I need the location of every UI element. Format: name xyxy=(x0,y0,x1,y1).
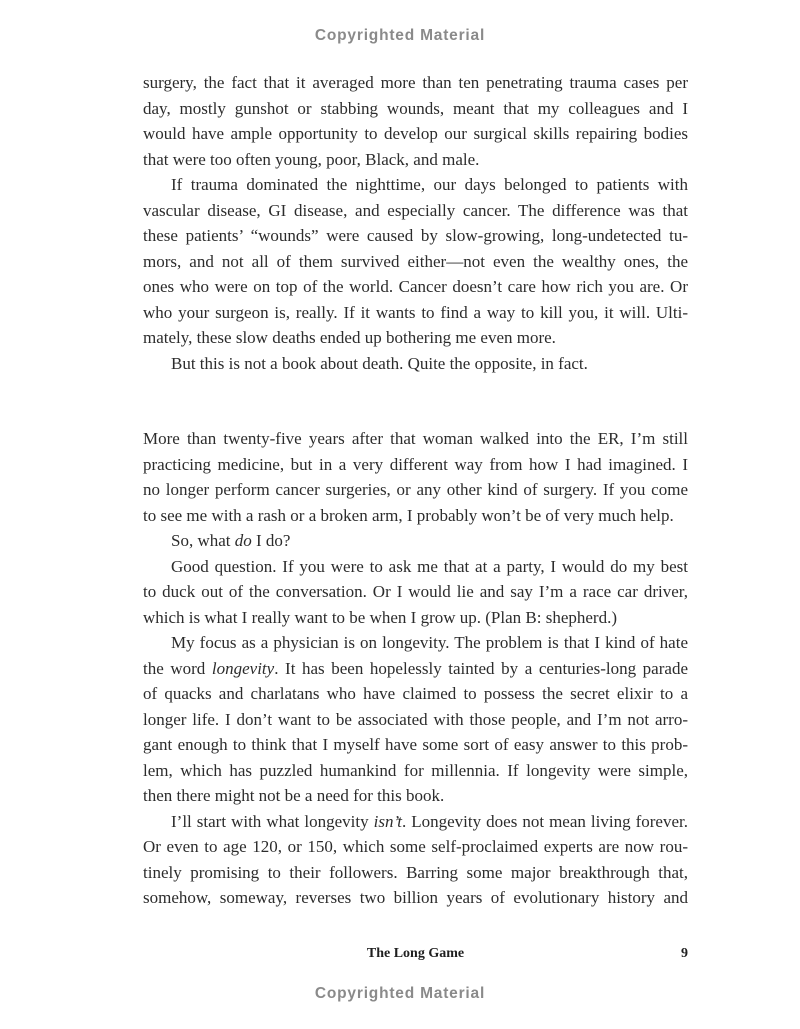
text-line: mors, and not all of them survived either—not even the wealthy ones, the xyxy=(143,251,688,271)
paragraph xyxy=(143,528,688,554)
text-line: the word longevity. It has been hopelessly tainted by a centuries-long parade xyxy=(143,658,688,678)
paragraph xyxy=(143,809,688,911)
text-line: ones who were on top of the world. Cancer doesn’t care how rich you are. Or xyxy=(143,277,688,296)
text-line: vascular disease, GI disease, and especially cancer. The difference was that xyxy=(143,200,688,220)
text-line: lem, which has puzzled humankind for millennia. If longevity were simple, xyxy=(143,760,688,780)
text-line: who your surgeon is, really. If it wants to find a way to kill you, it will. Ulti- xyxy=(143,302,688,322)
paragraph xyxy=(143,630,688,809)
paragraph xyxy=(143,351,688,377)
body-text xyxy=(143,70,688,911)
copyright-banner-bottom: Copyrighted Material xyxy=(314,985,486,1002)
text-line: to see me with a rash or a broken arm, I probably won’t be of very much help. xyxy=(143,505,674,525)
text-line: But this is not a book about death. Quite the opposite, in fact. xyxy=(171,353,588,373)
text-line: More than twenty-five years after that woman walked into the ER, I’m still xyxy=(143,429,688,448)
running-title: The Long Game xyxy=(366,946,465,961)
running-footer xyxy=(143,945,688,963)
text-line: mately, these slow deaths ended up bothering me even more. xyxy=(143,328,556,347)
page-number: 9 xyxy=(681,946,688,961)
text-line: of quacks and charlatans who have claimed to possess the secret elixir to a xyxy=(143,684,688,703)
paragraph xyxy=(143,172,688,351)
paragraph xyxy=(143,554,688,631)
text-line: would have ample opportunity to develop our surgical skills repairing bodies xyxy=(143,124,688,143)
text-line: My focus as a physician is on longevity. The problem is that I kind of hate xyxy=(171,633,688,652)
text-line: Or even to age 120, or 150, which some self-proclaimed experts are now rou- xyxy=(143,837,688,856)
text-line: day, mostly gunshot or stabbing wounds, meant that my colleagues and I xyxy=(143,98,688,118)
text-line: then there might not be a need for this book. xyxy=(143,786,445,805)
text-line: Good question. If you were to ask me that at a party, I would do my best xyxy=(171,556,688,576)
text-line: to duck out of the conversation. Or I would lie and say I’m a race car driver, xyxy=(143,582,688,601)
text-line: which is what I really want to be when I grow up. (Plan B: shepherd.) xyxy=(143,607,617,627)
text-line: surgery, the fact that it averaged more than ten penetrating trauma cases per xyxy=(143,73,688,92)
text-line: that were too often young, poor, Black, and male. xyxy=(143,149,480,169)
text-line: practicing medicine, but in a very different way from how I had imagined. I xyxy=(143,454,688,474)
text-line: If trauma dominated the nighttime, our days belonged to patients with xyxy=(171,175,688,194)
text-line: gant enough to think that I myself have some sort of easy answer to this prob- xyxy=(143,735,688,754)
paragraph xyxy=(143,426,688,528)
text-line: somehow, someway, reverses two billion years of evolutionary history and xyxy=(143,888,688,907)
text-line: I’ll start with what longevity isn’t. Longevity does not mean living forever. xyxy=(171,811,688,831)
paragraph xyxy=(143,70,688,172)
text-line: longer life. I don’t want to be associated with those people, and I’m not arro- xyxy=(143,709,688,729)
text-line: no longer perform cancer surgeries, or any other kind of surgery. If you come xyxy=(143,480,688,499)
copyright-banner-top: Copyrighted Material xyxy=(314,27,486,44)
text-line: tinely promising to their followers. Barring some major breakthrough that, xyxy=(143,862,688,882)
text-line: So, what do I do? xyxy=(171,531,291,550)
text-line: these patients’ “wounds” were caused by slow-growing, long-undetected tu- xyxy=(143,226,688,245)
